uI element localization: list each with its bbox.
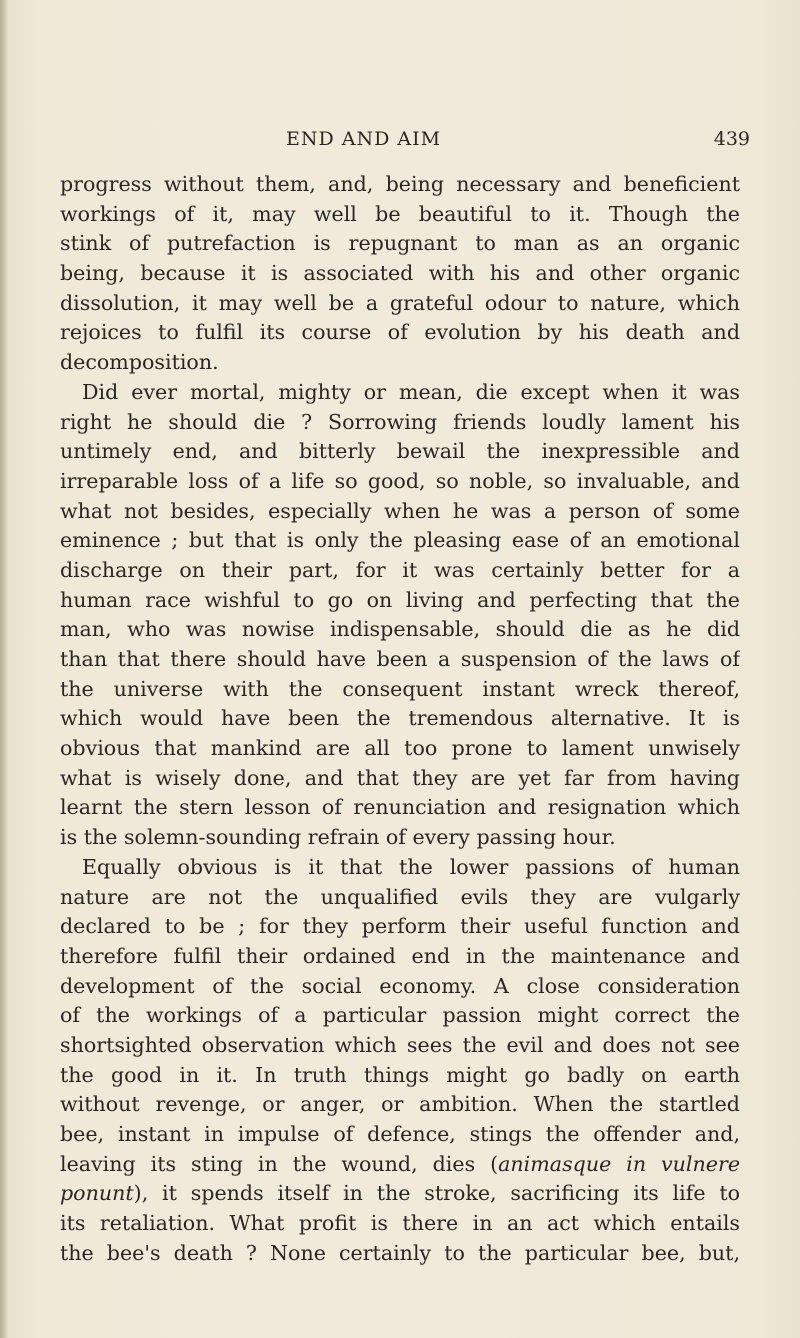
- text-line: human race wishful to go on living and perfecting that the: [60, 587, 740, 612]
- text-line: [60, 1150, 740, 1180]
- text-line: stink of putrefaction is repugnant to man as an organic: [60, 231, 740, 256]
- text-line: obvious that mankind are all too prone to lament unwisely: [60, 736, 740, 761]
- latin-phrase: animasque in vulnere: [498, 1151, 740, 1176]
- text-line: its retaliation. What profit is there in an act which entails: [60, 1211, 740, 1236]
- text-line: the bee's death ? None certainly to the particular bee, but,: [60, 1240, 740, 1265]
- text-line: untimely end, and bitterly bewail the inexpressible and: [60, 439, 740, 464]
- text-run: leaving its sting in the wound, dies (: [60, 1151, 499, 1176]
- text-line: what not besides, especially when he was a person of some: [60, 498, 740, 523]
- text-line: dissolution, it may well be a grateful odour to nature, which: [60, 290, 740, 315]
- text-line: eminence ; but that is only the pleasing ease of an emotional: [60, 528, 740, 553]
- text-line: progress without them, and, being necessary and beneficient: [60, 172, 740, 196]
- text-line: [60, 1179, 740, 1209]
- text-line: decomposition.: [60, 350, 219, 375]
- text-line: Did ever mortal, mighty or mean, die except when it was: [82, 379, 740, 404]
- text-line: which would have been the tremendous alternative. It is: [60, 706, 740, 731]
- text-line: than that there should have been a suspension of the laws of: [60, 647, 740, 671]
- text-line: without revenge, or anger, or ambition. When the startled: [60, 1092, 740, 1117]
- text-line: rejoices to fulfil its course of evolution by his death and: [60, 320, 740, 345]
- text-line: the universe with the consequent instant wreck thereof,: [60, 676, 740, 701]
- text-line: learnt the stern lesson of renunciation and resignation which: [60, 795, 740, 820]
- text-line: discharge on their part, for it was certainly better for a: [60, 557, 740, 582]
- text-line: shortsighted observation which sees the evil and does not see: [60, 1032, 740, 1057]
- text-line: nature are not the unqualified evils they are vulgarly: [60, 884, 740, 909]
- page-header: [0, 128, 800, 158]
- spine-shadow: [0, 0, 8, 1338]
- text-line: declared to be ; for they perform their useful function and: [60, 914, 740, 939]
- text-line: workings of it, may well be beautiful to it. Though the: [60, 201, 740, 226]
- text-line: therefore fulfil their ordained end in the maintenance and: [60, 943, 740, 968]
- text-line: the good in it. In truth things might go badly on earth: [60, 1062, 740, 1087]
- text-line: man, who was nowise indispensable, should die as he did: [60, 617, 740, 642]
- text-line: bee, instant in impulse of defence, stings the offender and,: [60, 1122, 740, 1146]
- text-line: right he should die ? Sorrowing friends loudly lament his: [60, 409, 740, 434]
- body-text: [60, 170, 740, 1268]
- text-line: being, because it is associated with his and other organic: [60, 261, 740, 286]
- text-run: ), it spends itself in the stroke, sacrificing its life to: [133, 1181, 740, 1206]
- text-line: of the workings of a particular passion might correct the: [60, 1003, 740, 1028]
- text-line: what is wisely done, and that they are yet far from having: [60, 765, 740, 790]
- text-line: development of the social economy. A close consideration: [60, 973, 740, 998]
- text-line: irreparable loss of a life so good, so noble, so invaluable, and: [60, 468, 740, 493]
- running-head: END AND AIM: [286, 128, 442, 150]
- page-number: 439: [713, 128, 750, 150]
- text-line: is the solemn-sounding refrain of every passing hour.: [60, 825, 616, 850]
- latin-phrase: ponunt: [60, 1181, 134, 1206]
- text-line: Equally obvious is it that the lower passions of human: [82, 854, 740, 879]
